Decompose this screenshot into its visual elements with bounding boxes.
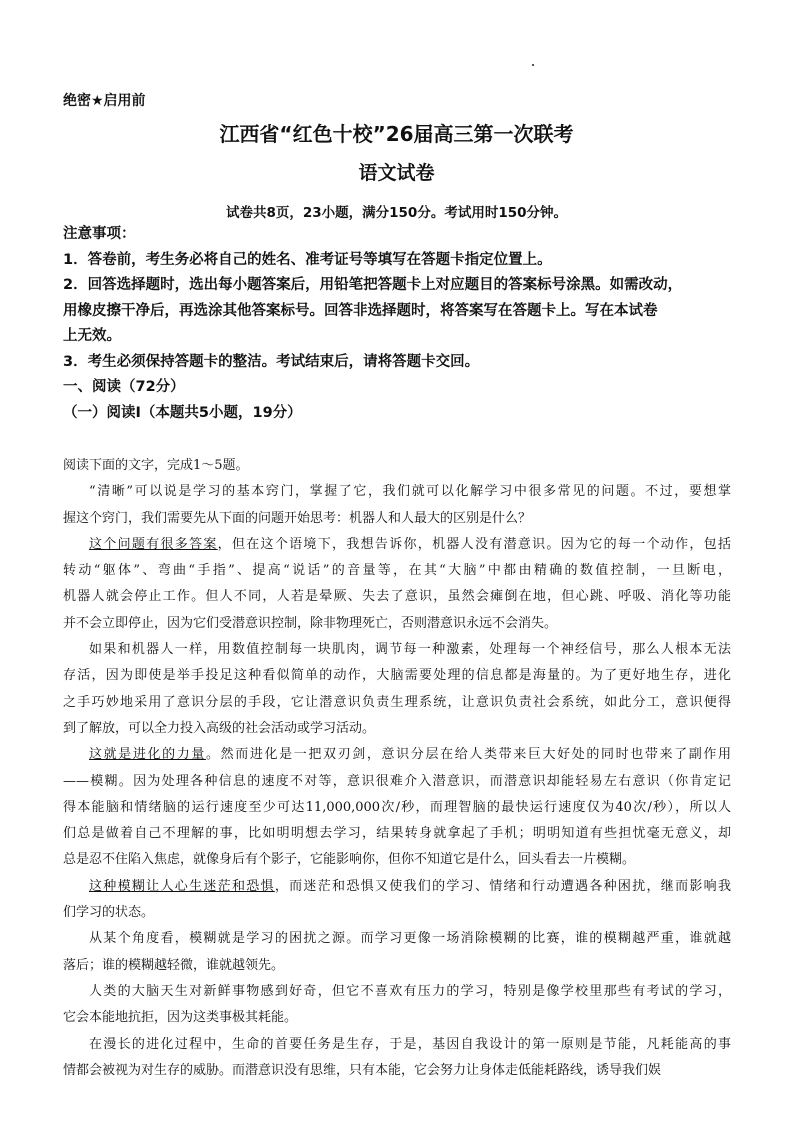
notes-section [63, 222, 730, 426]
line-text: 握这个窍门，我们需要先从下面的问题开始思考：机器人和人最大的区别是什么？ [63, 510, 532, 526]
line-text: 。然而进化是一把双刃剑，意识分层在给人类带来巨大好处的同时也带来了副作用 [206, 747, 731, 763]
paragraph-line [63, 769, 731, 795]
notes-line: 2．回答选择题时，选出每小题答案后，用铅笔把答题卡上对应题目的答案标号涂黑。如需改动， [63, 277, 683, 293]
paragraph-line [63, 953, 731, 979]
underlined-phrase: 这就是进化的力量 [89, 747, 207, 763]
line-text: 从某个角度看，模糊就是学习的困扰之源。而学习更像一场消除模糊的比赛，谁的模糊越严重，谁就越 [89, 931, 731, 947]
line-text: 落后；谁的模糊越轻微，谁就越领先。 [63, 957, 285, 973]
paragraph-line [63, 742, 731, 768]
paragraph [63, 479, 731, 532]
scan-dot [532, 64, 534, 66]
paragraph [63, 874, 731, 927]
line-text: 之手巧妙地采用了意识分层的手段，它让潜意识负责生理系统，让意识负责社会系统，如此分工，意识便得 [63, 694, 731, 710]
paragraph-line [63, 584, 731, 610]
subsection-heading: （一）阅读Ⅰ（本题共5小题，19分） [63, 404, 302, 421]
paragraph-line [63, 506, 731, 532]
line-text: ，但在这个语境下，我想告诉你，机器人没有潜意识。因为它的每一个动作，包括 [217, 536, 731, 552]
paragraph [63, 926, 731, 979]
line-text: 存活，因为即使是举手投足这种看似简单的动作，大脑需要处理的信息都是海量的。为了更好地生存，进化 [63, 668, 731, 684]
line-text: 在漫长的进化过程中，生命的首要任务是生存，于是，基因自我设计的第一原则是节能，凡耗能高的事 [89, 1036, 731, 1052]
paragraph [63, 979, 731, 1032]
line-text: 人类的大脑天生对新鲜事物感到好奇，但它不喜欢有压力的学习，特别是像学校里那些有考试的学习， [89, 983, 731, 999]
notes-line: 1．答卷前，考生务必将自己的姓名、准考证号等填写在答题卡指定位置上。 [63, 251, 552, 268]
paragraph-line [63, 795, 731, 821]
confidential-label: 绝密★启用前 [63, 93, 146, 109]
paragraph-line [63, 900, 731, 926]
notes-line: 上无效。 [63, 328, 121, 344]
line-text: 情都会被视为对生存的威胁。而潜意识没有思维，只有本能，它会努力让身体走低能耗路线，诱导我们娱 [63, 1062, 662, 1078]
underlined-phrase: 这种模糊让人心生迷茫和恐惧 [89, 878, 275, 894]
paragraph-line [63, 558, 731, 584]
line-text: 总是忍不住陷入焦虑，就像身后有个影子，它能影响你，但你不知道它是什么，回头看去一片模糊。 [63, 852, 636, 868]
paragraph-line [63, 847, 731, 873]
paragraph-line [63, 532, 731, 558]
instruction: 阅读下面的文字，完成1～5题。 [63, 458, 249, 473]
notes-line: 3．考生必须保持答题卡的整洁。考试结束后，请将答题卡交回。 [63, 353, 480, 370]
paragraph-line [63, 926, 731, 952]
paragraph-line [63, 479, 731, 505]
line-text: 得本能脑和情绪脑的运行速度至少可达11,000,000次/秒，而理智脑的最快运行速度仅为40次/秒），所以人 [63, 799, 731, 815]
line-text: 机器人就会停止工作。但人不同，人若是晕厥、失去了意识，虽然会瘫倒在地，但心跳、呼吸、消化等功能 [63, 589, 731, 605]
line-text: 如果和机器人一样，用数值控制每一块肌肉，调节每一种激素，处理每一个神经信号，那么人根本无法 [89, 642, 731, 658]
exam-info: 试卷共8页，23小题，满分150分。考试用时150分钟。 [225, 205, 568, 221]
paragraph-line [63, 821, 731, 847]
line-text: ——模糊。因为处理各种信息的速度不对等，意识很难介入潜意识，而潜意识却能轻易左右意识（你肯定记 [63, 773, 731, 789]
paragraph-line [63, 637, 731, 663]
reading-passage [63, 453, 731, 1084]
exam-subtitle: 语文试卷 [358, 162, 435, 184]
section-heading: 一、阅读（72分） [63, 379, 185, 395]
paragraph-line [63, 874, 731, 900]
paragraph-line [63, 611, 731, 637]
line-text: “清晰”可以说是学习的基本窍门，掌握了它，我们就可以化解学习中很多常见的问题。不过，要想掌 [89, 484, 731, 500]
line-text: ，而迷茫和恐惧又使我们的学习、情绪和行动遭遇各种困扰，继而影响我 [274, 878, 731, 894]
paragraph-line [63, 716, 731, 742]
paragraph-line [63, 663, 731, 689]
paragraph [63, 637, 731, 742]
line-text: 并不会立即停止，因为它们受潜意识控制，除非物理死亡，否则潜意识永远不会消失。 [63, 615, 558, 631]
paragraph [63, 1032, 731, 1085]
line-text: 到了解放，可以全力投入高级的社会活动或学习活动。 [63, 720, 376, 736]
paragraph-line [63, 1058, 731, 1084]
paragraph-line [63, 979, 731, 1005]
paragraph-line [63, 690, 731, 716]
notes-line: 用橡皮擦干净后，再选涂其他答案标号。回答非选择题时，将答案写在答题卡上。写在本试卷 [63, 302, 658, 319]
line-text: 们学习的状态。 [63, 905, 155, 921]
notes-heading: 注意事项： [63, 226, 136, 242]
line-text: 转动“躯体”、弯曲“手指”、提高“说话”的音量等，在其“大脑”中都由精确的数值控制，一旦断电， [63, 563, 731, 579]
paragraph [63, 742, 731, 873]
underlined-phrase: 这个问题有很多答案 [89, 536, 218, 552]
line-text: 们总是做着自己不理解的事，比如明明想去学习，结果转身就拿起了手机；明明知道有些担忧毫无意义，却 [63, 826, 731, 842]
paragraph [63, 532, 731, 637]
exam-title: 江西省“红色十校”26届高三第一次联考 [219, 122, 574, 146]
paragraph-line [63, 1032, 731, 1058]
line-text: 它会本能地抗拒，因为这类事极其耗能。 [63, 1010, 298, 1026]
paragraph-line [63, 1005, 731, 1031]
